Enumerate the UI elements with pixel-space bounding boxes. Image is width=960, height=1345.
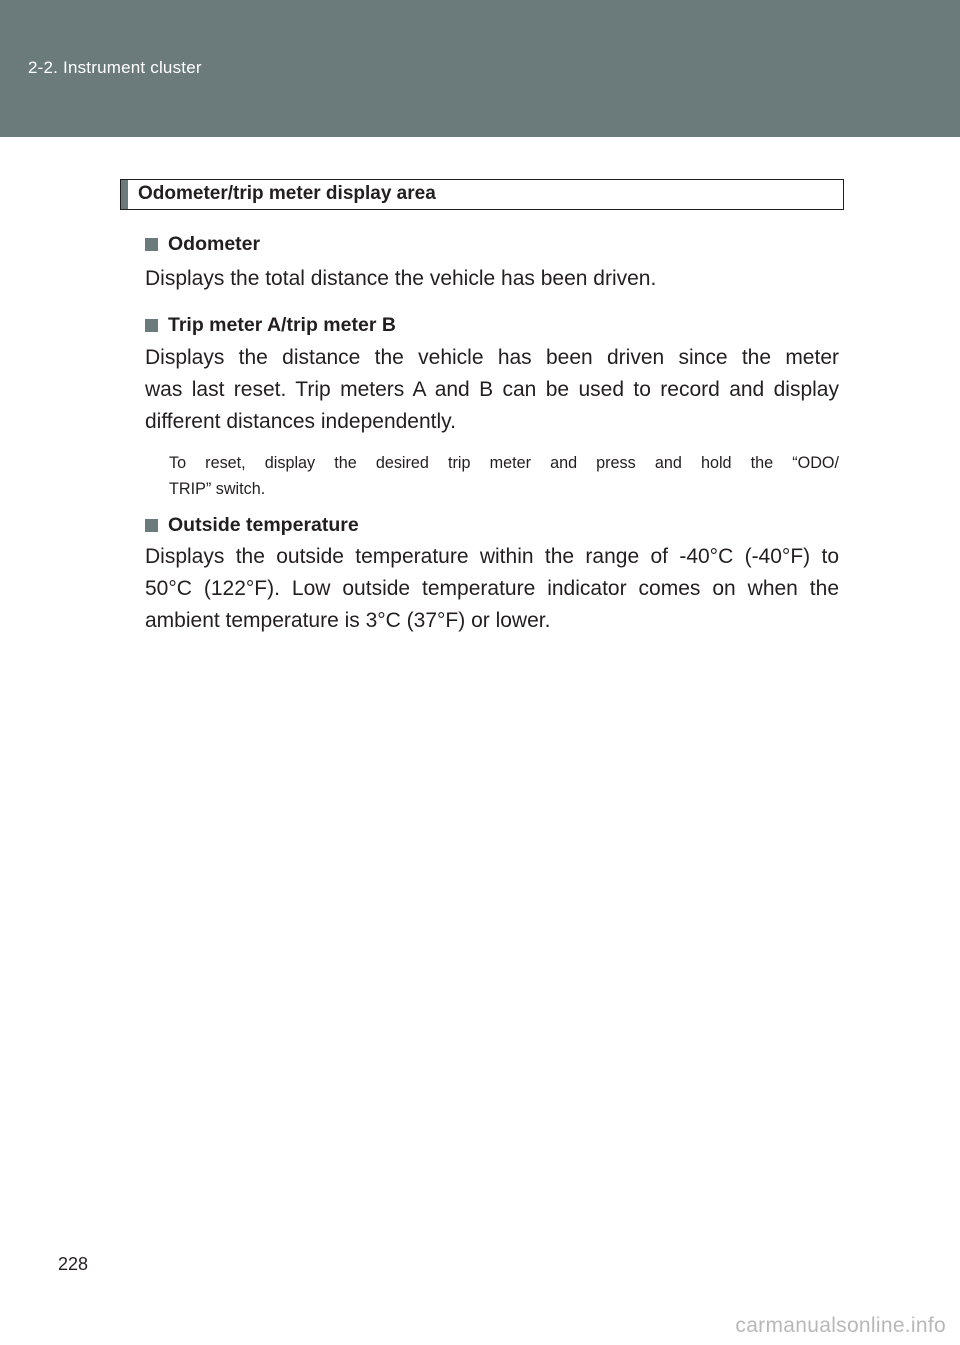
trip-meter-description	[145, 342, 839, 438]
breadcrumb: 2-2. Instrument cluster	[28, 58, 202, 77]
outside-temp-line-1: Displays the outside temperature within the range of -40°C (-40°F) to	[145, 545, 839, 568]
header-band	[0, 0, 960, 137]
section-title: Odometer/trip meter display area	[138, 183, 436, 204]
section-heading	[120, 179, 844, 210]
trip-meter-line-2: was last reset. Trip meters A and B can be used to record and display	[145, 378, 839, 401]
watermark: carmanualsonline.info	[735, 1314, 946, 1337]
odometer-description	[145, 263, 839, 295]
trip-meter-note	[169, 450, 839, 502]
outside-temperature-heading	[145, 514, 359, 537]
square-bullet-icon	[145, 519, 158, 532]
outside-temp-line-3: ambient temperature is 3°C (37°F) or lower.	[145, 609, 551, 632]
square-bullet-icon	[145, 319, 158, 332]
odometer-text: Displays the total distance the vehicle has been driven.	[145, 267, 657, 290]
odometer-heading	[145, 233, 260, 256]
section-heading-accent-bar	[121, 180, 128, 209]
trip-meter-note-line-1: To reset, display the desired trip meter and press and hold the “ODO/	[169, 454, 839, 472]
trip-meter-line-1: Displays the distance the vehicle has been driven since the meter	[145, 346, 839, 369]
trip-meter-heading	[145, 314, 396, 337]
outside-temperature-description	[145, 541, 839, 637]
page-number: 228	[58, 1254, 89, 1274]
trip-meter-note-line-2: TRIP” switch.	[169, 480, 266, 498]
outside-temp-line-2: 50°C (122°F). Low outside temperature indicator comes on when the	[145, 577, 839, 600]
square-bullet-icon	[145, 238, 158, 251]
odometer-heading-label: Odometer	[168, 233, 261, 255]
trip-meter-line-3: different distances independently.	[145, 410, 456, 433]
trip-meter-heading-label: Trip meter A/trip meter B	[168, 314, 396, 336]
outside-temperature-heading-label: Outside temperature	[168, 514, 359, 536]
